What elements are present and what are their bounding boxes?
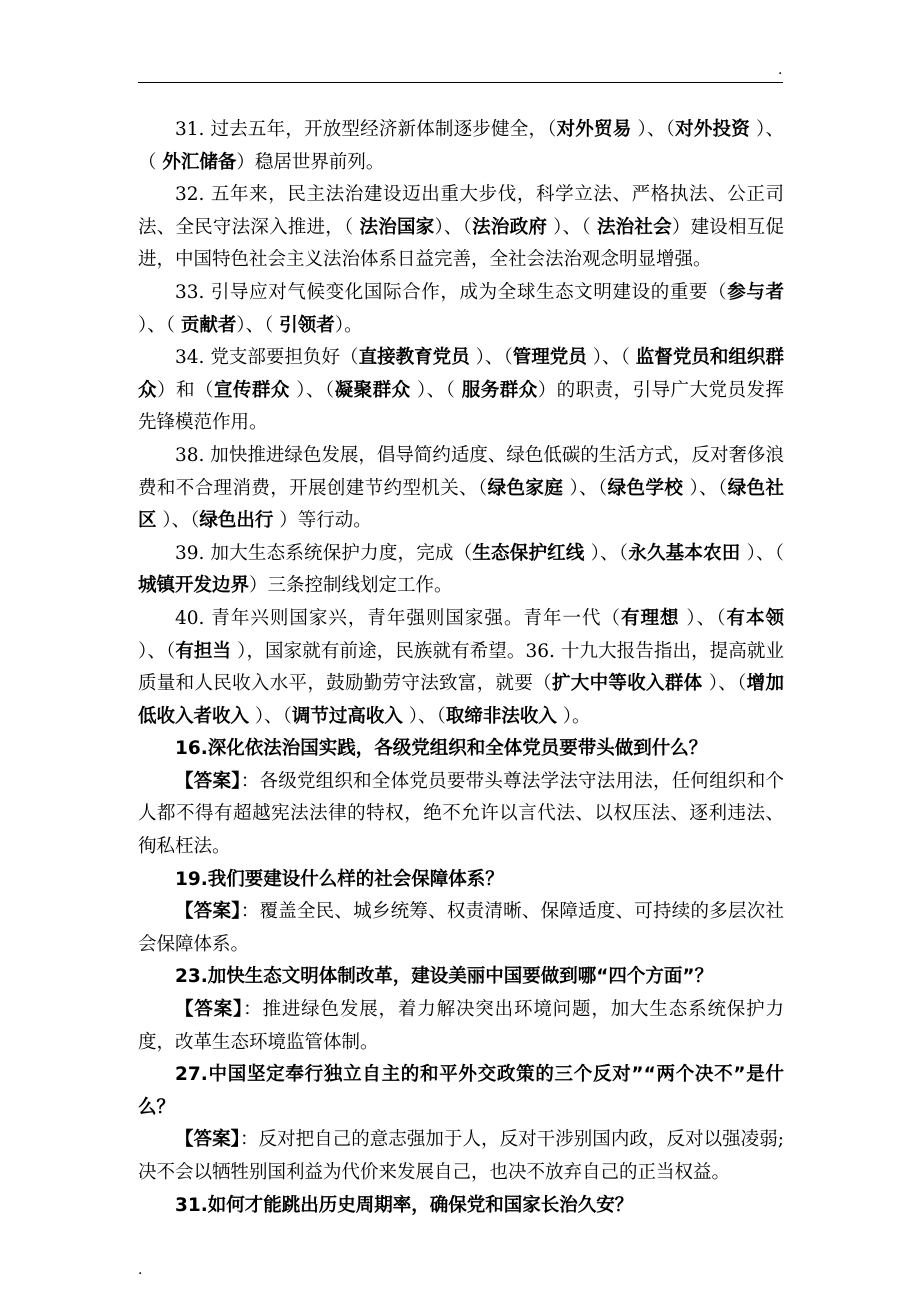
text-run: ：反对把自己的意志强加于人，反对干涉别国内政，反对以强凌弱;决不会以牺牲别国利益为代价来发展自己，也决不放弃自己的正当权益。 [138,1129,784,1183]
answer-fill: 法治国家 [359,216,435,238]
text-run: 38. 加快推进绿色发展，倡导简约适度、绿色低碳的生活方式，反对奢侈浪费和不合理消费，开展创建节约型机关、（ [138,444,784,499]
answer-fill: 绿色社区 [138,477,784,532]
text-run: 32. 五年来，民主法治建设迈出重大步伐，科学立法、严格执法、公正司法、全民守法深入推进，（ [138,184,784,238]
text-run: ：各级党组织和全体党员要带头尊法学法守法用法，任何组织和个人都不得有超越宪法法律的特权，绝不允许以言代法、以权压法、逐利违法、徇私枉法。 [138,770,784,858]
paragraph [138,766,784,864]
answer-fill: 法治社会 [596,216,672,238]
text-run: ）、（ [434,216,473,238]
text-run: ）、（ [702,673,747,695]
question-heading [138,1190,784,1223]
paragraph [138,603,784,733]
answer-fill: 调节过高收入 [291,705,403,727]
text-run: ）、（ [631,119,676,140]
answer-fill: 有理想 [621,607,680,629]
text-run: 40. 青年兴则国家兴，青年强则国家强。青年一代（ [175,607,621,629]
text-run: ）、（ [156,510,200,532]
text-run: ）、（ [683,477,728,499]
paragraph [138,1124,784,1189]
text-run: 31. 过去五年，开放型经济新体制逐步健全，（ [175,119,557,140]
question-heading [138,961,784,994]
text-run: 33. 引导应对气候变化国际合作，成为全球生态文明建设的重要（ [175,281,728,303]
text-run: ）、（ [584,542,629,564]
text-run: ）、（ [563,477,608,499]
answer-fill: 参与者 [727,281,784,303]
question-heading [138,864,784,897]
text-run: ：覆盖全民、城乡统筹、权责清晰、保障适度、可持续的多层次社会保障体系。 [138,901,784,955]
text-run: ）和（ [156,379,214,401]
paragraph [138,342,784,440]
answer-fill: 【答案】 [175,770,241,792]
answer-fill: 【答案】 [175,901,241,923]
answer-fill: 宣传群众 [213,379,290,401]
text-run: ）。 [334,314,363,336]
text-run: 23.加快生态文明体制改革，建设美丽中国要做到哪“四个方面”？ [175,966,714,988]
answer-fill: 生态保护红线 [472,542,585,564]
text-run: ）、（ [138,640,176,662]
text-run: ）、（ [547,216,597,238]
answer-fill: 直接教育党员 [358,347,470,369]
answer-fill: 绿色学校 [607,477,684,499]
paragraph [138,896,784,961]
text-run: ）、（ [402,705,446,727]
text-run: ）。 [556,705,591,727]
text-run: ），国家就有前途，民族就有希望。36. 十九大报告指出，提高就业质量和人民收入水平，鼓励勤劳守法致富，就要（ [138,640,784,695]
header-rule [138,82,783,83]
answer-fill: 增加低收入者收入 [138,673,784,727]
text-run: ）的职责，引导广大党员发挥先锋模范作用。 [138,379,784,434]
text-run: 39. 加大生态系统保护力度，完成（ [175,542,473,564]
text-run: ）、（ [679,607,727,629]
paragraph [138,994,784,1059]
paragraph [138,277,784,342]
paragraph [138,538,784,603]
text-run: 27.中国坚定奉行独立自主的和平外交政策的三个反对”“两个决不”是什么？ [138,1064,784,1118]
answer-fill: 有担当 [175,640,232,662]
paragraph [138,179,784,277]
footer-mark: . [138,1262,143,1278]
text-run: 16.深化依法治国实践，各级党组织和全体党员要带头做到什么？ [175,738,708,760]
answer-fill: 【答案】 [175,1129,240,1151]
text-run: ：推进绿色发展，着力解决突出环境问题，加大生态系统保护力度，改革生态环境监管体制。 [138,999,784,1053]
paragraph [138,114,784,179]
answer-fill: 监督党员和组织群众 [138,347,784,401]
text-run: ）等行动。 [273,510,372,532]
text-run: ）、（ [469,347,513,369]
answer-fill: 对外贸易 [556,119,632,140]
header-mark: . [778,62,783,78]
text-run: 31.如何才能跳出历史周期率，确保党和国家长治久安？ [175,1194,634,1216]
text-run: ）、（ [249,705,292,727]
answer-fill: 外汇储备 [162,151,237,173]
answer-fill: 绿色出行 [199,510,274,532]
answer-fill: 服务群众 [461,379,538,401]
text-run: ）、（ [138,119,784,173]
answer-fill: 管理党员 [512,347,587,369]
text-run: 19.我们要建设什么样的社会保障体系？ [175,868,504,890]
text-run: ）、（ [740,542,784,564]
text-run: ）稳居世界前列。 [236,151,385,173]
answer-fill: 有本领 [726,607,784,629]
text-run: ）建设相互促进，中国特色社会主义法治体系日益完善，全社会法治观念明显增强。 [138,216,784,271]
answer-fill: 引领者 [279,314,335,336]
answer-fill: 【答案】 [175,999,244,1021]
answer-fill: 绿色家庭 [487,477,564,499]
document-body [138,114,784,1222]
answer-fill: 永久基本农田 [628,542,741,564]
question-heading [138,1059,784,1124]
answer-fill: 法治政府 [472,216,548,238]
text-run: 34. 党支部要担负好（ [175,347,359,369]
answer-fill: 扩大中等收入群体 [551,673,703,695]
answer-fill: 贡献者 [180,314,237,336]
text-run: ）、（ [236,314,280,336]
text-run: ）、（ [410,379,462,401]
text-run: ）、（ [138,314,181,336]
answer-fill: 凝聚群众 [334,379,411,401]
answer-fill: 取缔非法收入 [445,705,557,727]
answer-fill: 城镇开发边界 [138,575,250,597]
text-run: ）、（ [586,347,636,369]
text-run: ）、（ [289,379,335,401]
text-run: ）三条控制线划定工作。 [249,575,453,597]
answer-fill: 对外投资 [675,119,750,140]
paragraph [138,440,784,538]
question-heading [138,733,784,766]
